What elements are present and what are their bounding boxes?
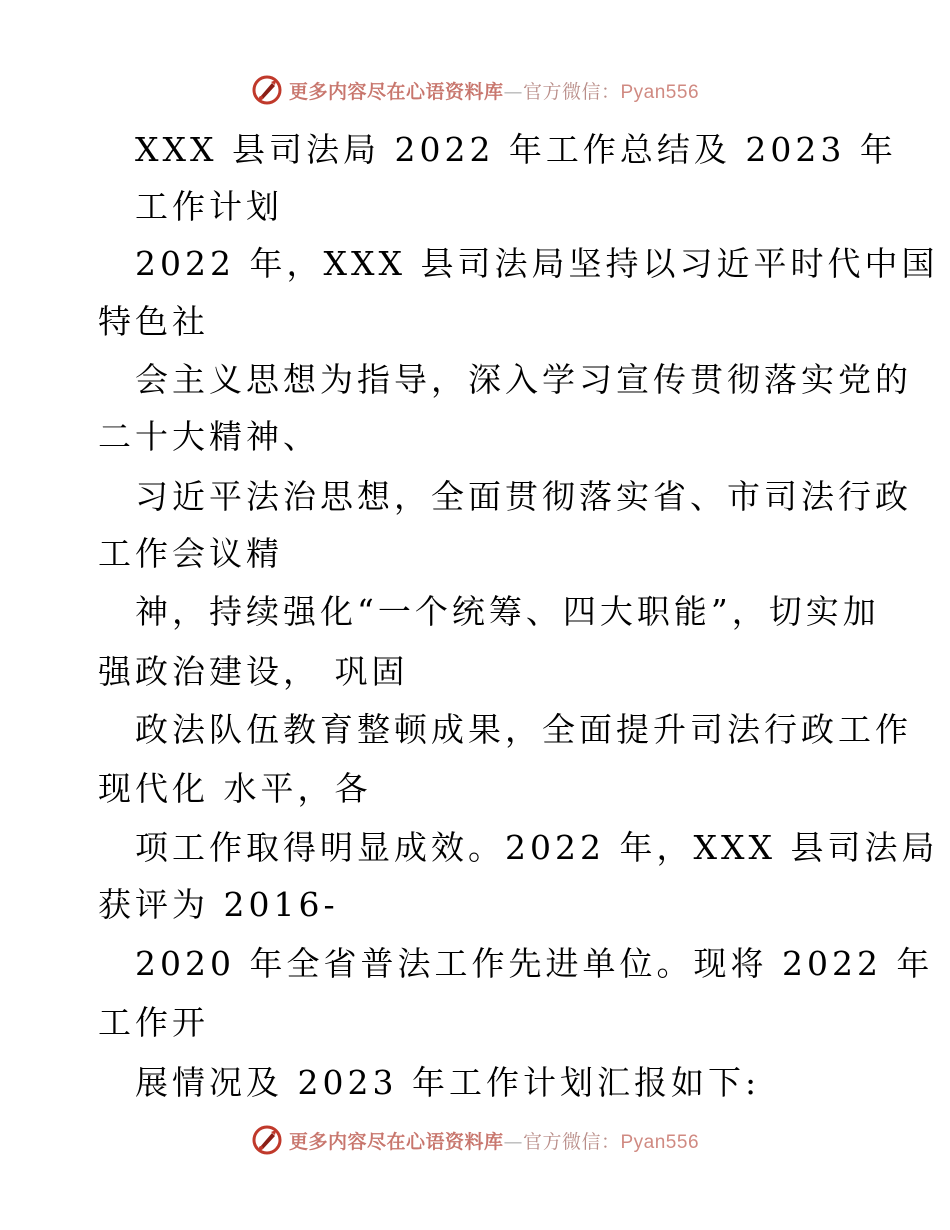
watermark-wechat-label: 官方微信： (522, 1130, 621, 1153)
watermark-main-text: 更多内容尽在心语资料库 (288, 1130, 504, 1153)
watermark-main-text: 更多内容尽在心语资料库 (288, 80, 504, 103)
doc-text-line: 2020 年全省普法工作先进单位。现将 2022 年 (135, 944, 934, 983)
doc-text-line: 获评为 2016- (98, 885, 339, 924)
doc-text-line: 习近平法治思想，全面贯彻落实省、市司法行政 (135, 477, 912, 516)
doc-text-line: 二十大精神、 (98, 417, 320, 456)
doc-text-line: 现代化 水平，各 (98, 769, 372, 808)
header-watermark-text (289, 77, 699, 104)
doc-text-line: 工作开 (98, 1003, 209, 1042)
doc-text-line: 2022 年，XXX 县司法局坚持以习近平时代中国 (135, 244, 939, 283)
doc-text-line: 神，持续强化“一个统筹、四大职能”，切实加 (135, 592, 880, 631)
doc-text-line: 项工作取得明显成效。2022 年，XXX 县司法局 (135, 828, 939, 867)
watermark-wechat-id: Pyan556 (620, 1131, 700, 1153)
doc-text-line: 政法队伍教育整顿成果，全面提升司法行政工作 (135, 710, 912, 749)
doc-text-line: 强政治建设， 巩固 (98, 652, 409, 691)
doc-text-line: 展情况及 2023 年工作计划汇报如下: (135, 1063, 761, 1102)
doc-text-line: 工作会议精 (98, 534, 283, 573)
watermark-dash: — (503, 80, 523, 103)
watermark-wechat-id: Pyan556 (620, 81, 700, 103)
header-watermark-banner (0, 70, 950, 110)
footer-watermark-banner (0, 1120, 950, 1160)
doc-title-line-2: 工作计划 (135, 187, 283, 226)
logo-icon (251, 74, 283, 106)
logo-icon (251, 1124, 283, 1156)
doc-title-line-1: XXX 县司法局 2022 年工作总结及 2023 年 (135, 130, 897, 169)
doc-text-line: 特色社 (98, 302, 209, 341)
watermark-dash: — (503, 1130, 523, 1153)
watermark-wechat-label: 官方微信： (522, 80, 621, 103)
doc-text-line: 会主义思想为指导，深入学习宣传贯彻落实党的 (135, 360, 912, 399)
footer-watermark-text (289, 1127, 699, 1154)
